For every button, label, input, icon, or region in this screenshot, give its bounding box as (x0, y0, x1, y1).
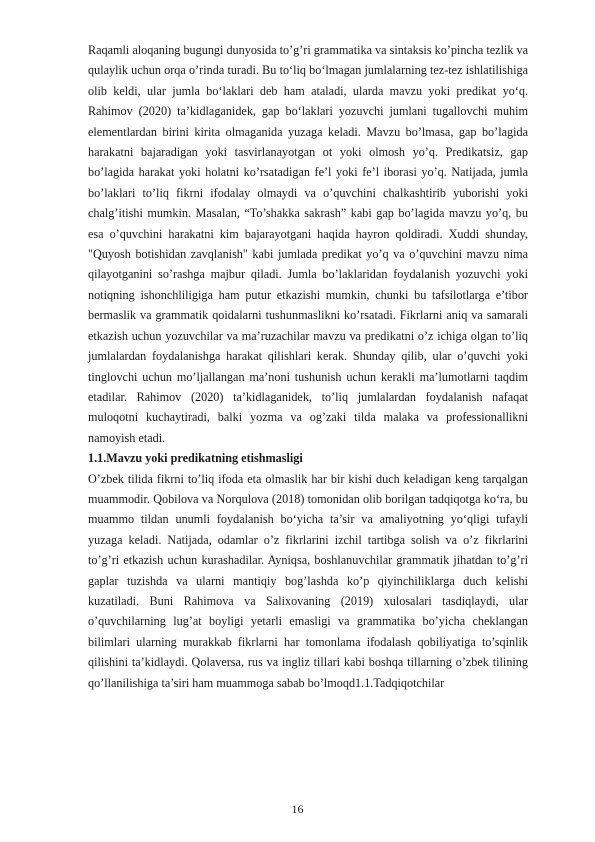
page-body (88, 40, 528, 693)
section-heading: 1.1.Mavzu yoki predikatning etishmasligi (88, 451, 303, 466)
body-paragraph-2: O’zbek tilida fikrni to’liq ifoda eta olmaslik har bir kishi duch keladigan keng tarqalgan muammodir. Qobilova va Norqulova (2018) tomonidan olib borilgan tadqiqotga ko‘ra, bu muammo tildan unumli foydalanish bo‘yicha ta’sir va amaliyotning yo‘qligi tufayli yuzaga keladi. Natijada, odamlar o’z fikrlarini izchil tartibga solish va o’z fikrlarini to’g’ri etkazish uchun kurashadilar. Ayniqsa, boshlanuvchilar grammatik jihatdan to’g’ri gaplar tuzishda va ularni mantiqiy bog’lashda ko’p qiyinchiliklarga duch kelishi kuzatiladi. Buni Rahimova va Salixovaning (2019) xulosalari tasdiqlaydi, ular o’quvchilarning lug’at boyligi yetarli emasligi va grammatika bo’yicha cheklangan bilimlari ularning murakkab fikrlarni har tomonlama ifodalash qobiliyatiga to’sqinlik qilishini ta’kidlaydi. Qolaversa, rus va ingliz tillari kabi boshqa tillarning o’zbek tilining qo’llanilishiga ta’siri ham muammoga sabab bo’lmoqd1.1.Tadqiqotchilar (88, 471, 528, 690)
body-paragraph-1: Raqamli aloqaning bugungi dunyosida to’g’ri grammatika va sintaksis ko’pincha tezlik va qulaylik uchun orqa o’rinda turadi. Bu to‘liq bo‘lmagan jumlalarning tez-tez ishlatilishiga olib keldi, ular jumla bo‘laklari deb ham ataladi, ularda mavzu yoki predikat yo‘q. Rahimov (2020) ta’kidlaganidek, gap bo‘laklari yozuvchi jumlani tugallovchi muhim elementlardan birini kirita olmaganida yuzaga keladi. Mavzu bo’lmasa, gap bo’lagida harakatni bajaradigan yoki tasvirlanayotgan ot yoki olmosh yo’q. Predikatsiz, gap bo’lagida harakat yoki holatni ko’rsatadigan fe’l yoki fe’l iborasi yo’q. Natijada, jumla bo’laklari to’liq fikrni ifodalay olmaydi va o’quvchini chalkashtirib yuborishi yoki chalg’itishi mumkin. Masalan, “To’shakka sakrash” kabi gap bo’lagida mavzu yo’q, bu esa o’quvchini harakatni kim bajarayotgani haqida hayron qoldiradi. Xuddi shunday, "Quyosh botishidan zavqlanish" kabi jumlada predikat yo’q va o’quvchini mavzu nima qilayotganini so’rashga majbur qiladi. Jumla bo’laklaridan foydalanish yozuvchi yoki notiqning ishonchliligiga ham putur etkazishi mumkin, chunki bu tafsilotlarga e’tibor bermaslik va grammatik qoidalarni tushunmaslikni ko’rsatadi. Fikrlarni aniq va samarali etkazish uchun yozuvchilar va ma’ruzachilar mavzu va predikatni o’z ichiga olgan to’liq jumlalardan foydalanishga harakat qilishlari kerak. Shunday qilib, ular o’quvchi yoki tinglovchi uchun mo’ljallangan ma’noni tushunish uchun kerakli ma’lumotlarni taqdim etadilar. Rahimov (2020) ta’kidlaganidek, to’liq jumlalardan foydalanish nafaqat muloqotni kuchaytiradi, balki yozma va og’zaki tilda malaka va professionallikni namoyish etadi. (88, 43, 529, 445)
page-number: 16 (291, 802, 304, 816)
